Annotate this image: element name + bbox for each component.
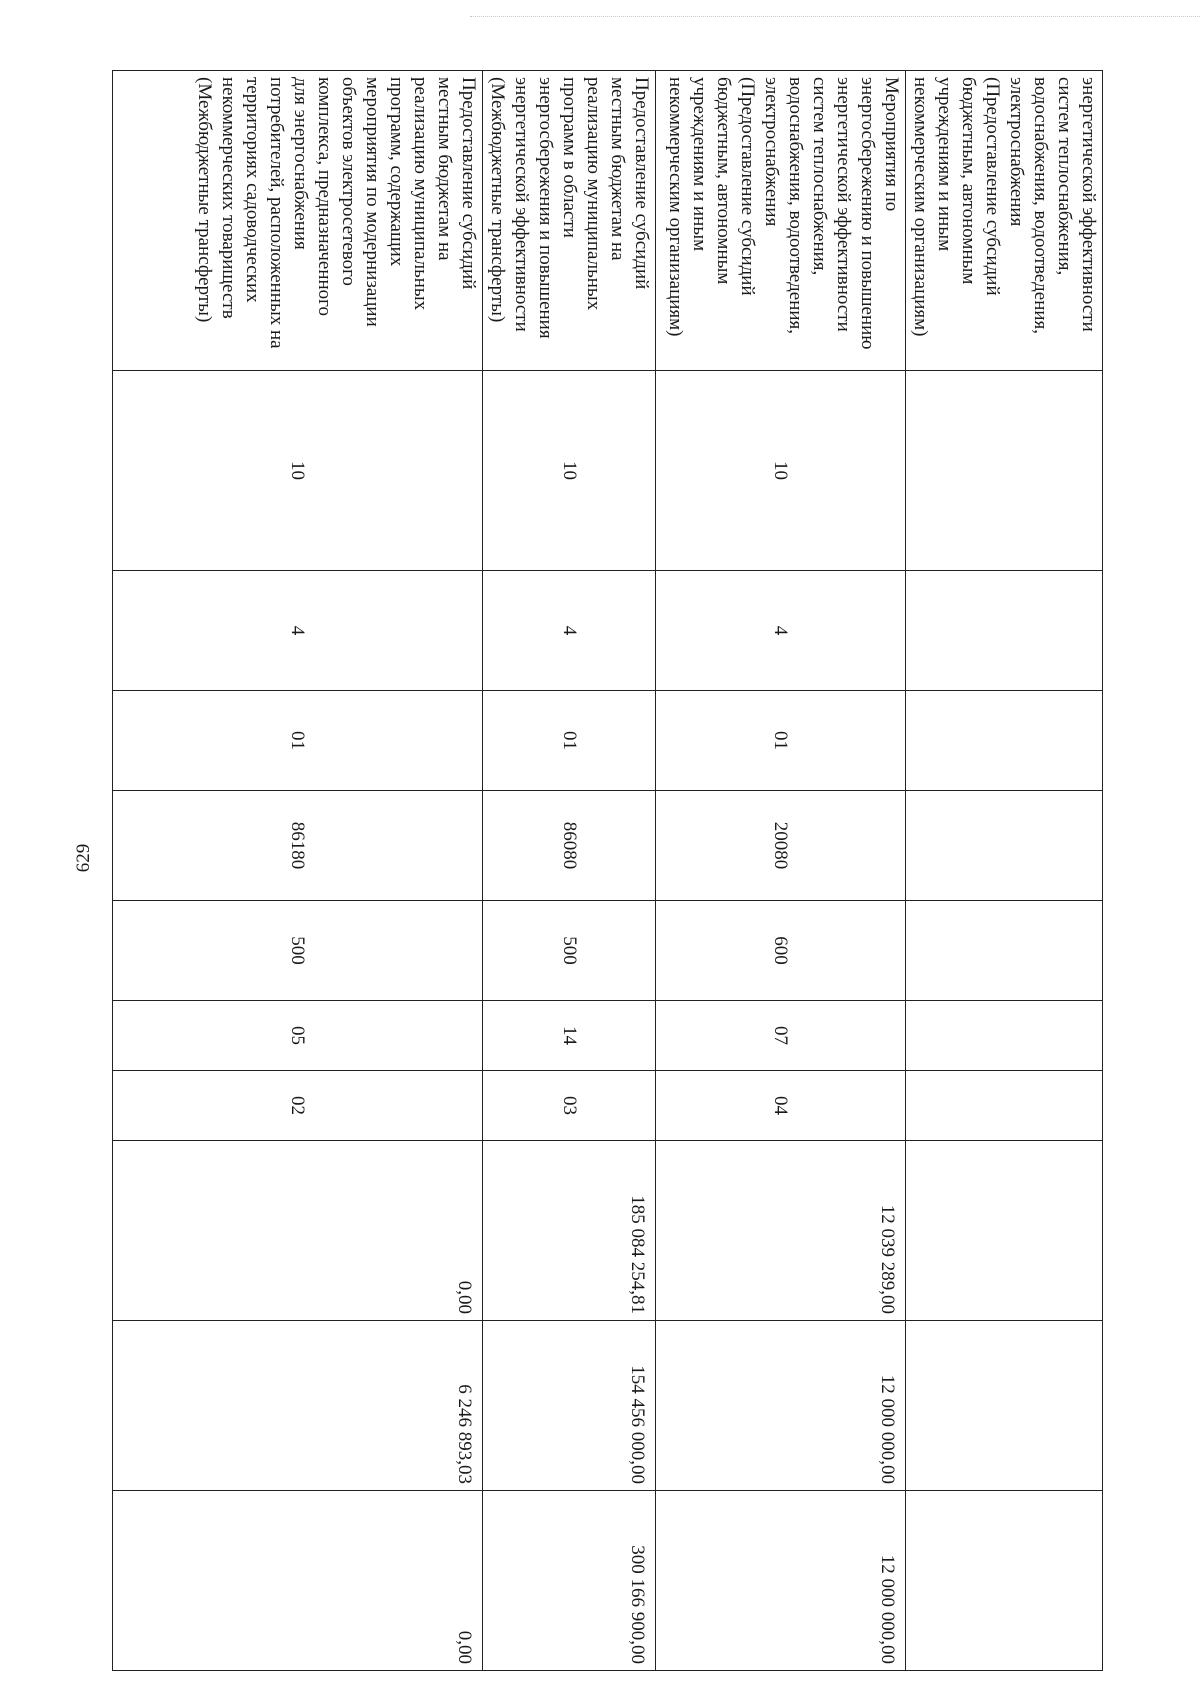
os-code: 01	[113, 691, 483, 791]
row-description: Мероприятия по энергосбережению и повышению энергетической эффективности систем теплоснабжения, водоснабжения, водоотведения, электроснабжения (Предоставление субсидий бюджетным, автономным учреждениям и иным некоммерческим организациям)	[656, 71, 906, 371]
pr-code: 04	[656, 1071, 906, 1141]
pr-code: 03	[483, 1071, 656, 1141]
table-row	[113, 71, 483, 1671]
pr-code: 02	[113, 1071, 483, 1141]
table-row	[483, 71, 656, 1671]
table-row	[656, 71, 906, 1671]
row-description: Предоставление субсидий местным бюджетам на реализацию муниципальных программ в области энергосбережения и повышения энергетической эффективности (Межбюджетные трансферты)	[483, 71, 656, 371]
page-number: 629	[73, 843, 94, 873]
amount-1: 12 039 289,00	[656, 1141, 906, 1321]
rotated-sheet	[133, 70, 1103, 1670]
vr-code: 500	[113, 901, 483, 1001]
amount-2	[906, 1321, 1103, 1491]
os-code	[906, 691, 1103, 791]
rz-code: 05	[113, 1001, 483, 1071]
gp-code: 10	[113, 371, 483, 571]
os-code: 01	[483, 691, 656, 791]
rz-code: 07	[656, 1001, 906, 1071]
direction-code: 86180	[113, 791, 483, 901]
amount-1: 0,00	[113, 1141, 483, 1321]
gp-code	[906, 371, 1103, 571]
pp-code: 4	[656, 571, 906, 691]
amount-2: 154 456 000,00	[483, 1321, 656, 1491]
pp-code: 4	[113, 571, 483, 691]
direction-code: 20080	[656, 791, 906, 901]
rz-code	[906, 1001, 1103, 1071]
row-description: Предоставление субсидий местным бюджетам на реализацию муниципальных программ, содержащих мероприятия по модернизации объектов электросетевого комплекса, предназначенного для энергоснабжения потребителей, расположенных на территориях садоводческих некоммерческих товариществ (Межбюджетные трансферты)	[113, 71, 483, 371]
pp-code	[906, 571, 1103, 691]
amount-3: 300 166 900,00	[483, 1491, 656, 1671]
amount-1: 185 084 254,81	[483, 1141, 656, 1321]
vr-code: 500	[483, 901, 656, 1001]
amount-3: 12 000 000,00	[656, 1491, 906, 1671]
amount-2: 6 246 893,03	[113, 1321, 483, 1491]
amount-3: 0,00	[113, 1491, 483, 1671]
amount-2: 12 000 000,00	[656, 1321, 906, 1491]
vr-code	[906, 901, 1103, 1001]
row-description: энергетической эффективности систем теплоснабжения, водоснабжения, водоотведения, электроснабжения (Предоставление субсидий бюджетным, автономным учреждениям и иным некоммерческим организациям)	[906, 71, 1103, 371]
budget-table	[112, 70, 1103, 1671]
amount-3	[906, 1491, 1103, 1671]
scan-edge-rule	[470, 16, 1200, 18]
amount-1	[906, 1141, 1103, 1321]
direction-code	[906, 791, 1103, 901]
gp-code: 10	[483, 371, 656, 571]
rz-code: 14	[483, 1001, 656, 1071]
table-row	[906, 71, 1103, 1671]
pr-code	[906, 1071, 1103, 1141]
direction-code: 86080	[483, 791, 656, 901]
os-code: 01	[656, 691, 906, 791]
pp-code: 4	[483, 571, 656, 691]
vr-code: 600	[656, 901, 906, 1001]
gp-code: 10	[656, 371, 906, 571]
